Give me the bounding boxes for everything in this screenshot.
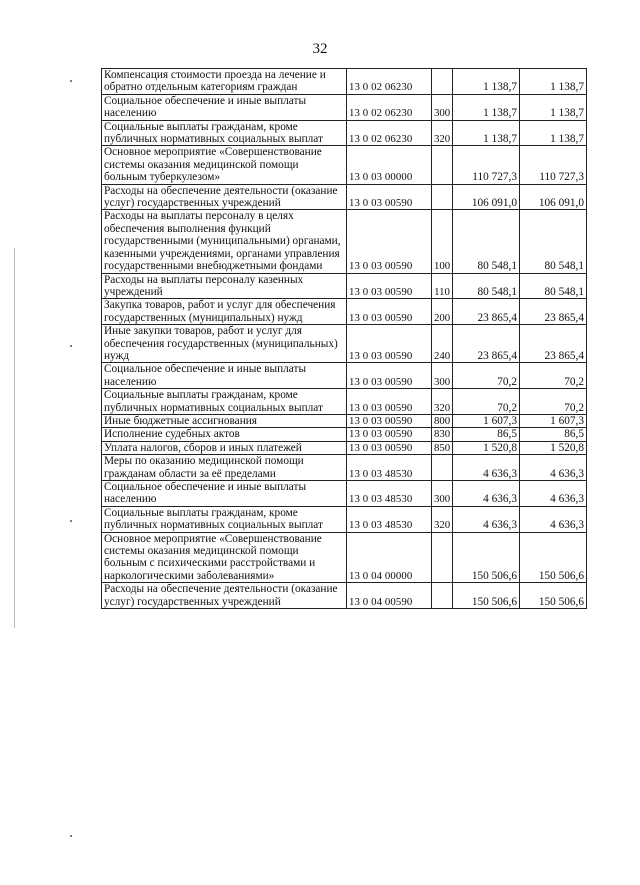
table-row xyxy=(102,69,587,95)
row-amount-year-2: 150 506,6 xyxy=(520,583,587,609)
table-row xyxy=(102,299,587,325)
row-name: Социальные выплаты гражданам, кроме публичных нормативных социальных выплат xyxy=(102,120,347,146)
table-row xyxy=(102,441,587,454)
row-expense-type: 300 xyxy=(432,94,453,120)
row-amount-year-1: 4 636,3 xyxy=(453,506,520,532)
table-row xyxy=(102,210,587,273)
row-name: Основное мероприятие «Совершенствование системы оказания медицинской помощи больным с психическими расстройствами и наркологическими заболеваниями» xyxy=(102,532,347,583)
row-code: 13 0 03 00590 xyxy=(347,184,432,210)
row-amount-year-2: 23 865,4 xyxy=(520,299,587,325)
row-amount-year-1: 4 636,3 xyxy=(453,481,520,507)
row-amount-year-1: 1 138,7 xyxy=(453,120,520,146)
row-amount-year-2: 1 138,7 xyxy=(520,94,587,120)
margin-mark xyxy=(70,80,72,82)
row-code: 13 0 03 00590 xyxy=(347,414,432,427)
row-code: 13 0 03 00590 xyxy=(347,428,432,441)
row-code: 13 0 03 48530 xyxy=(347,481,432,507)
row-name: Социальное обеспечение и иные выплаты населению xyxy=(102,481,347,507)
row-expense-type xyxy=(432,532,453,583)
row-amount-year-2: 1 138,7 xyxy=(520,69,587,95)
row-amount-year-1: 1 138,7 xyxy=(453,69,520,95)
table-row xyxy=(102,363,587,389)
row-name: Расходы на обеспечение деятельности (оказание услуг) государственных учреждений xyxy=(102,583,347,609)
row-code: 13 0 03 00590 xyxy=(347,325,432,363)
row-amount-year-2: 80 548,1 xyxy=(520,210,587,273)
row-amount-year-1: 1 138,7 xyxy=(453,94,520,120)
table-row xyxy=(102,389,587,415)
table-row xyxy=(102,94,587,120)
row-code: 13 0 02 06230 xyxy=(347,94,432,120)
row-code: 13 0 03 00590 xyxy=(347,389,432,415)
margin-mark xyxy=(70,520,72,522)
row-name: Расходы на обеспечение деятельности (оказание услуг) государственных учреждений xyxy=(102,184,347,210)
row-amount-year-1: 4 636,3 xyxy=(453,455,520,481)
row-code: 13 0 03 48530 xyxy=(347,455,432,481)
row-expense-type: 300 xyxy=(432,481,453,507)
row-name: Иные закупки товаров, работ и услуг для обеспечения государственных (муниципальных) нужд xyxy=(102,325,347,363)
row-code: 13 0 03 00590 xyxy=(347,210,432,273)
row-amount-year-2: 70,2 xyxy=(520,389,587,415)
row-name: Социальные выплаты гражданам, кроме публичных нормативных социальных выплат xyxy=(102,389,347,415)
row-amount-year-2: 86,5 xyxy=(520,428,587,441)
row-expense-type: 800 xyxy=(432,414,453,427)
row-amount-year-2: 80 548,1 xyxy=(520,273,587,299)
row-expense-type: 850 xyxy=(432,441,453,454)
table-row xyxy=(102,414,587,427)
table-row xyxy=(102,120,587,146)
row-expense-type xyxy=(432,146,453,184)
table-row xyxy=(102,325,587,363)
table-row xyxy=(102,481,587,507)
row-expense-type: 300 xyxy=(432,363,453,389)
row-expense-type: 200 xyxy=(432,299,453,325)
row-amount-year-2: 4 636,3 xyxy=(520,455,587,481)
table-row xyxy=(102,506,587,532)
budget-table-body xyxy=(102,69,587,609)
table-row xyxy=(102,146,587,184)
row-amount-year-1: 80 548,1 xyxy=(453,210,520,273)
row-name: Меры по оказанию медицинской помощи гражданам области за её пределами xyxy=(102,455,347,481)
row-code: 13 0 03 48530 xyxy=(347,506,432,532)
row-amount-year-2: 150 506,6 xyxy=(520,532,587,583)
row-name: Уплата налогов, сборов и иных платежей xyxy=(102,441,347,454)
row-name: Исполнение судебных актов xyxy=(102,428,347,441)
margin-mark xyxy=(70,345,72,347)
row-name: Основное мероприятие «Совершенствование системы оказания медицинской помощи больным туберкулезом» xyxy=(102,146,347,184)
row-expense-type: 320 xyxy=(432,506,453,532)
row-name: Компенсация стоимости проезда на лечение и обратно отдельным категориям граждан xyxy=(102,69,347,95)
row-expense-type: 320 xyxy=(432,389,453,415)
table-row xyxy=(102,184,587,210)
scan-edge-line xyxy=(14,248,15,628)
table-row xyxy=(102,455,587,481)
row-amount-year-2: 23 865,4 xyxy=(520,325,587,363)
row-name: Расходы на выплаты персоналу казенных учреждений xyxy=(102,273,347,299)
row-code: 13 0 04 00000 xyxy=(347,532,432,583)
table-row xyxy=(102,273,587,299)
row-name: Расходы на выплаты персоналу в целях обеспечения выполнения функций государственными (муниципальными) органами, казенными учреждениями, органами управления государственными внебюджетными фондами xyxy=(102,210,347,273)
row-amount-year-2: 4 636,3 xyxy=(520,506,587,532)
row-amount-year-1: 110 727,3 xyxy=(453,146,520,184)
row-name: Социальное обеспечение и иные выплаты населению xyxy=(102,94,347,120)
row-expense-type xyxy=(432,583,453,609)
row-expense-type xyxy=(432,184,453,210)
row-expense-type xyxy=(432,455,453,481)
table-row xyxy=(102,532,587,583)
row-expense-type: 110 xyxy=(432,273,453,299)
row-amount-year-2: 1 138,7 xyxy=(520,120,587,146)
row-amount-year-2: 4 636,3 xyxy=(520,481,587,507)
row-amount-year-1: 80 548,1 xyxy=(453,273,520,299)
row-expense-type: 240 xyxy=(432,325,453,363)
row-expense-type xyxy=(432,69,453,95)
row-amount-year-2: 1 607,3 xyxy=(520,414,587,427)
row-amount-year-1: 86,5 xyxy=(453,428,520,441)
row-amount-year-1: 150 506,6 xyxy=(453,532,520,583)
row-amount-year-1: 150 506,6 xyxy=(453,583,520,609)
row-amount-year-2: 106 091,0 xyxy=(520,184,587,210)
row-code: 13 0 02 06230 xyxy=(347,120,432,146)
margin-mark xyxy=(70,835,72,837)
page-number: 32 xyxy=(312,41,328,57)
row-code: 13 0 03 00000 xyxy=(347,146,432,184)
row-code: 13 0 03 00590 xyxy=(347,363,432,389)
table-row xyxy=(102,428,587,441)
row-expense-type: 320 xyxy=(432,120,453,146)
row-amount-year-1: 23 865,4 xyxy=(453,325,520,363)
row-expense-type: 100 xyxy=(432,210,453,273)
row-code: 13 0 04 00590 xyxy=(347,583,432,609)
row-amount-year-1: 1 520,8 xyxy=(453,441,520,454)
row-code: 13 0 03 00590 xyxy=(347,441,432,454)
table-row xyxy=(102,583,587,609)
row-name: Закупка товаров, работ и услуг для обеспечения государственных (муниципальных) нужд xyxy=(102,299,347,325)
row-name: Иные бюджетные ассигнования xyxy=(102,414,347,427)
row-name: Социальное обеспечение и иные выплаты населению xyxy=(102,363,347,389)
row-amount-year-1: 70,2 xyxy=(453,363,520,389)
row-code: 13 0 03 00590 xyxy=(347,273,432,299)
row-amount-year-2: 70,2 xyxy=(520,363,587,389)
row-amount-year-1: 70,2 xyxy=(453,389,520,415)
row-amount-year-1: 23 865,4 xyxy=(453,299,520,325)
row-amount-year-1: 106 091,0 xyxy=(453,184,520,210)
row-expense-type: 830 xyxy=(432,428,453,441)
row-amount-year-1: 1 607,3 xyxy=(453,414,520,427)
row-code: 13 0 02 06230 xyxy=(347,69,432,95)
row-code: 13 0 03 00590 xyxy=(347,299,432,325)
budget-table xyxy=(101,68,587,609)
row-name: Социальные выплаты гражданам, кроме публичных нормативных социальных выплат xyxy=(102,506,347,532)
row-amount-year-2: 1 520,8 xyxy=(520,441,587,454)
row-amount-year-2: 110 727,3 xyxy=(520,146,587,184)
